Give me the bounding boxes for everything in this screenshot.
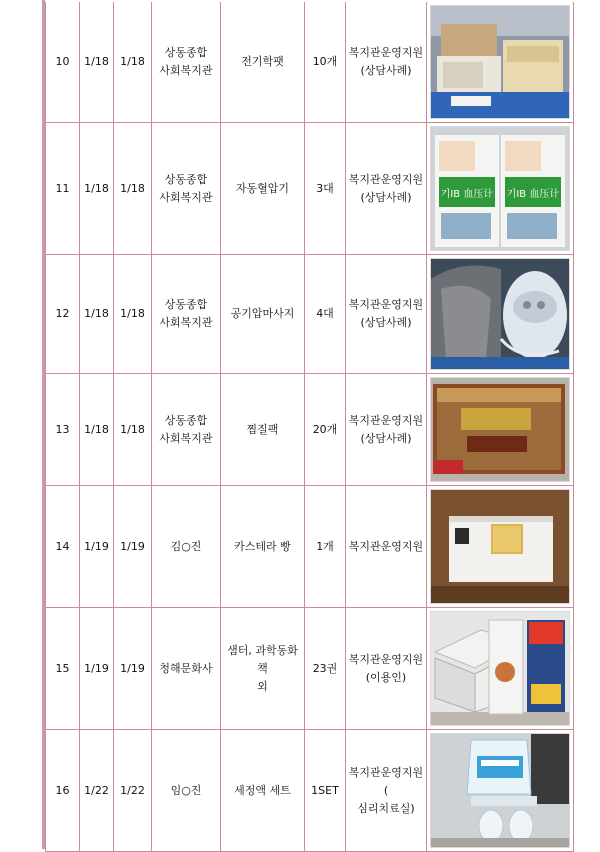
row-number: 15 xyxy=(46,608,80,730)
received-date: 1/19 xyxy=(80,608,114,730)
table-row xyxy=(46,486,574,608)
castella-box-photo xyxy=(430,489,570,604)
photo-cell xyxy=(427,123,574,255)
item-name: 샘터, 과학동화책 외 xyxy=(221,608,305,730)
item-name: 공기압마사지 xyxy=(221,255,305,374)
row-number: 10 xyxy=(46,2,80,123)
row-number: 14 xyxy=(46,486,80,608)
quantity: 23권 xyxy=(305,608,346,730)
quantity: 1개 xyxy=(305,486,346,608)
received-date: 1/19 xyxy=(80,486,114,608)
cleansing-set-photo xyxy=(430,733,570,848)
blood-pressure-monitor-boxes-photo xyxy=(430,126,570,251)
electric-mat-boxes-photo xyxy=(430,5,570,119)
svg-text:기IB 血压计: 기IB 血压计 xyxy=(506,189,560,200)
table-row xyxy=(46,374,574,486)
books-photo xyxy=(430,611,570,726)
item-name: 찜질팩 xyxy=(221,374,305,486)
usage: 복지관운영지원 (이용인) xyxy=(346,608,427,730)
photo-cell xyxy=(427,486,574,608)
row-number: 11 xyxy=(46,123,80,255)
received-date: 1/18 xyxy=(80,374,114,486)
donor: 상동종합 사회복지관 xyxy=(152,255,221,374)
distributed-date: 1/19 xyxy=(114,608,152,730)
row-number: 16 xyxy=(46,730,80,852)
photo-cell xyxy=(427,608,574,730)
usage: 복지관운영지원 (상담사례) xyxy=(346,123,427,255)
table-row xyxy=(46,123,574,255)
quantity: 4대 xyxy=(305,255,346,374)
air-massager-photo xyxy=(430,258,570,370)
table-row xyxy=(46,730,574,852)
distributed-date: 1/18 xyxy=(114,255,152,374)
table-row xyxy=(46,2,574,123)
photo-cell xyxy=(427,255,574,374)
donor: 상동종합 사회복지관 xyxy=(152,2,221,123)
row-number: 12 xyxy=(46,255,80,374)
received-date: 1/18 xyxy=(80,2,114,123)
photo-cell xyxy=(427,374,574,486)
photo-cell xyxy=(427,2,574,123)
donor: 상동종합 사회복지관 xyxy=(152,123,221,255)
distributed-date: 1/18 xyxy=(114,2,152,123)
item-name: 자동혈압기 xyxy=(221,123,305,255)
usage: 복지관운영지원 (상담사례) xyxy=(346,255,427,374)
item-name: 카스테라 빵 xyxy=(221,486,305,608)
distributed-date: 1/19 xyxy=(114,486,152,608)
table-row xyxy=(46,608,574,730)
svg-text:기IB 血压计: 기IB 血压计 xyxy=(440,189,494,200)
row-number: 13 xyxy=(46,374,80,486)
received-date: 1/22 xyxy=(80,730,114,852)
heat-pack-box-photo xyxy=(430,377,570,482)
donor: 상동종합 사회복지관 xyxy=(152,374,221,486)
donor: 청해문화사 xyxy=(152,608,221,730)
donation-table xyxy=(45,2,574,852)
photo-cell xyxy=(427,730,574,852)
usage: 복지관운영지원 (상담사례) xyxy=(346,2,427,123)
table-row xyxy=(46,255,574,374)
quantity: 3대 xyxy=(305,123,346,255)
distributed-date: 1/18 xyxy=(114,374,152,486)
quantity: 10개 xyxy=(305,2,346,123)
quantity: 20개 xyxy=(305,374,346,486)
quantity: 1SET xyxy=(305,730,346,852)
item-name: 전기학팻 xyxy=(221,2,305,123)
usage: 복지관운영지원 xyxy=(346,486,427,608)
received-date: 1/18 xyxy=(80,255,114,374)
distributed-date: 1/22 xyxy=(114,730,152,852)
donor: 임○진 xyxy=(152,730,221,852)
distributed-date: 1/18 xyxy=(114,123,152,255)
item-name: 세정액 세트 xyxy=(221,730,305,852)
usage: 복지관운영지원( 심리치료실) xyxy=(346,730,427,852)
usage: 복지관운영지원 (상담사례) xyxy=(346,374,427,486)
donor: 김○진 xyxy=(152,486,221,608)
received-date: 1/18 xyxy=(80,123,114,255)
